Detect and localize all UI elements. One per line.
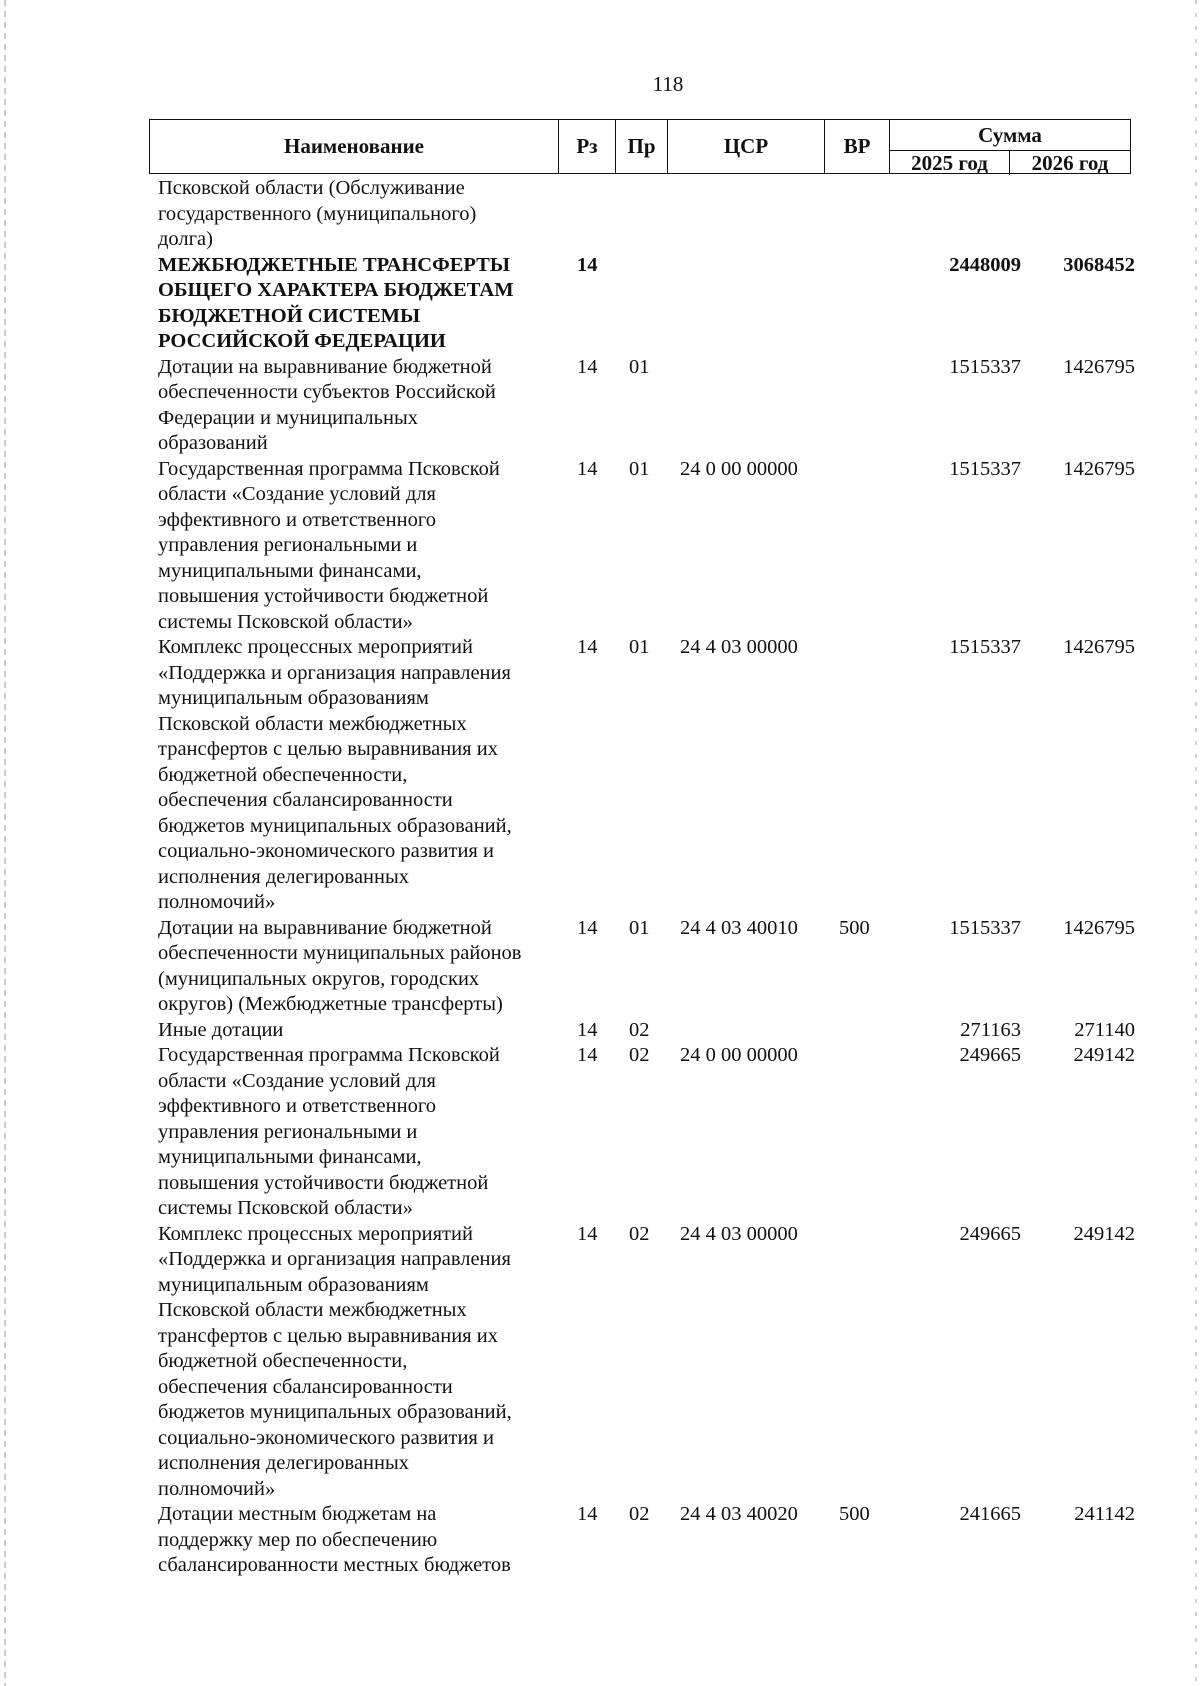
page-number: 118 [652, 72, 684, 96]
row-sum-2025: 1515337 [949, 355, 1021, 378]
table-body [158, 176, 1138, 1579]
row-pr: 02 [629, 1018, 650, 1041]
row-name: Комплекс процессных мероприятий «Поддержка и организация направления муниципальным образованиям Псковской области межбюджетных трансфертов с целью выравнивания их бюджетной обеспеченности, обеспечения сбалансированности бюджетов муниципальных образований, социально-экономического развития и исполнения делегированных полномочий» [158, 1222, 512, 1500]
row-csr: 24 4 03 00000 [680, 636, 798, 658]
row-rz: 14 [577, 457, 598, 480]
row-rz: 14 [577, 355, 598, 378]
row-sum-2025: 241665 [959, 1503, 1021, 1525]
row-pr: 02 [629, 1044, 650, 1066]
row-name: Комплекс процессных мероприятий «Поддержка и организация направления муниципальным образованиям Псковской области межбюджетных трансфертов с целью выравнивания их бюджетной обеспеченности, обеспечения сбалансированности бюджетов муниципальных образований, социально-экономического развития и исполнения делегированных полномочий» [158, 636, 512, 913]
table-row [158, 1222, 1138, 1503]
row-sum-2025: 249665 [959, 1222, 1021, 1245]
row-name: Псковской области (Обслуживание государственного (муниципального) долга) [158, 177, 477, 250]
row-rz: 14 [577, 253, 598, 276]
row-csr: 24 0 00 00000 [680, 457, 798, 480]
row-rz: 14 [577, 636, 598, 658]
scan-edge-right [1195, 0, 1197, 1686]
row-name: Дотации на выравнивание бюджетной обеспеченности муниципальных районов (муниципальных округов, городских округов) (Межбюджетные трансферты) [158, 916, 522, 1015]
row-pr: 02 [629, 1503, 650, 1525]
header-rz: Рз [559, 120, 616, 173]
row-csr: 24 4 03 40020 [680, 1503, 798, 1525]
row-name: Государственная программа Псковской области «Создание условий для эффективного и ответственного управления региональными и муниципальными финансами, повышения устойчивости бюджетной системы Псковской области» [158, 457, 500, 633]
row-sum-2026: 241142 [1074, 1503, 1135, 1525]
table-row [158, 355, 1138, 457]
row-sum-2026: 249142 [1073, 1044, 1135, 1066]
row-sum-2026: 1426795 [1063, 916, 1135, 939]
header-vr: ВР [825, 120, 890, 173]
table-row [158, 253, 1138, 355]
row-vr: 500 [839, 916, 870, 939]
row-sum-2025: 1515337 [949, 457, 1021, 480]
table-row [158, 916, 1138, 1018]
row-pr: 01 [629, 457, 650, 480]
row-name: Дотации местным бюджетам на поддержку мер по обеспечению сбалансированности местных бюджетов [158, 1503, 511, 1576]
row-csr: 24 4 03 00000 [680, 1222, 798, 1245]
row-pr: 01 [629, 636, 650, 658]
header-name: Наименование [150, 120, 559, 173]
header-year-2025: 2025 год [890, 151, 1010, 175]
header-years [890, 151, 1130, 175]
row-pr: 01 [629, 355, 650, 378]
row-rz: 14 [577, 1044, 598, 1066]
row-rz: 14 [577, 1018, 598, 1041]
table-row [158, 1043, 1138, 1222]
row-csr: 24 0 00 00000 [680, 1044, 798, 1066]
row-name: Иные дотации [158, 1018, 284, 1041]
header-sum-group [890, 120, 1130, 173]
row-sum-2025: 2448009 [949, 253, 1021, 276]
table-row [158, 1018, 1138, 1044]
header-year-2026: 2026 год [1031, 151, 1109, 175]
table-row [158, 1502, 1138, 1579]
row-pr: 01 [629, 916, 650, 939]
header-csr: ЦСР [668, 120, 825, 173]
row-sum-2026: 3068452 [1063, 253, 1135, 276]
row-vr: 500 [839, 1503, 870, 1525]
row-rz: 14 [577, 1222, 598, 1245]
row-pr: 02 [629, 1222, 650, 1245]
row-sum-2026: 1426795 [1063, 636, 1135, 658]
scan-edge-left [4, 0, 6, 1686]
row-sum-2026: 1426795 [1063, 457, 1135, 480]
row-sum-2025: 271163 [960, 1018, 1021, 1041]
table-row [158, 635, 1138, 916]
table-row [158, 176, 1138, 253]
row-sum-2026: 271140 [1074, 1018, 1135, 1041]
header-sum: Сумма [890, 120, 1130, 151]
row-rz: 14 [577, 1503, 598, 1525]
row-sum-2026: 249142 [1073, 1222, 1135, 1245]
table-header [149, 119, 1131, 174]
row-name: Государственная программа Псковской области «Создание условий для эффективного и ответственного управления региональными и муниципальными финансами, повышения устойчивости бюджетной системы Псковской области» [158, 1044, 500, 1219]
row-sum-2026: 1426795 [1063, 355, 1135, 378]
row-csr: 24 4 03 40010 [680, 916, 798, 939]
row-sum-2025: 1515337 [949, 636, 1021, 658]
row-sum-2025: 1515337 [949, 916, 1021, 939]
row-name: Дотации на выравнивание бюджетной обеспеченности субъектов Российской Федерации и муниципальных образований [158, 355, 496, 454]
row-rz: 14 [577, 916, 598, 939]
table-row [158, 457, 1138, 636]
row-sum-2025: 249665 [959, 1044, 1021, 1066]
row-name: МЕЖБЮДЖЕТНЫЕ ТРАНСФЕРТЫ ОБЩЕГО ХАРАКТЕРА БЮДЖЕТАМ БЮДЖЕТНОЙ СИСТЕМЫ РОССИЙСКОЙ ФЕДЕРАЦИИ [158, 253, 514, 352]
header-pr: Пр [616, 120, 668, 173]
